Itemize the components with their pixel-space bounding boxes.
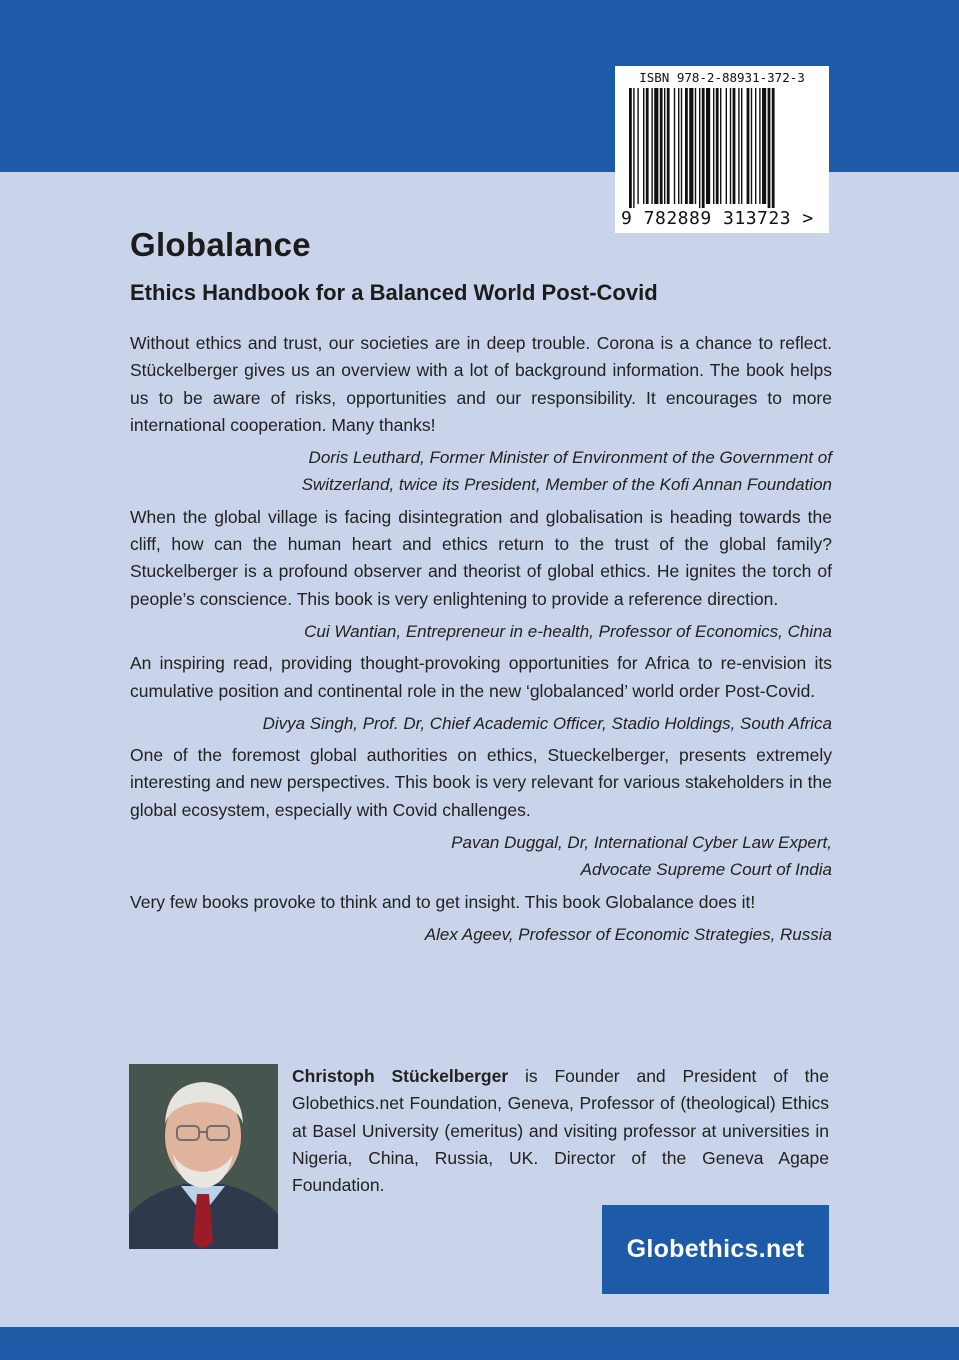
endorsement-quote: Very few books provoke to think and to get insight. This book Globalance does it! — [130, 891, 756, 912]
endorsement-attribution: Alex Ageev, Professor of Economic Strategies, Russia — [424, 924, 832, 944]
barcode-bar — [726, 88, 727, 204]
author-bio — [292, 1063, 829, 1199]
barcode-bar — [643, 88, 644, 204]
endorsement-quote: An inspiring read, providing thought-provoking opportunities for Africa to re-envision its cumulative position and continental role in the new ‘globalanced’ world order Post-Covid. — [130, 653, 832, 701]
endorsement-quote: Without ethics and trust, our societies are in deep trouble. Corona is a chance to reflect. Stückelberger gives us an overview with a lot of background information. The book helps us to be aware of risks, opportunities and our responsibility. It encourages to more international cooperation. Many thanks! — [130, 333, 832, 435]
barcode-bar — [755, 88, 756, 204]
barcode-bar — [674, 88, 675, 204]
barcode-bar — [637, 88, 638, 204]
endorsement-quote: One of the foremost global authorities on ethics, Stueckelberger, presents extremely interesting and new perspectives. This book is very relevant for various stakeholders in the global ecosystem, especially with Covid challenges. — [130, 745, 832, 820]
barcode-bar — [667, 88, 670, 204]
barcode-digits: 9 782889 313723 > — [621, 208, 814, 229]
barcode-bar — [660, 88, 663, 204]
endorsement-attribution: Pavan Duggal, Dr, International Cyber Law Expert, Advocate Supreme Court of India — [451, 833, 832, 880]
endorsements — [130, 330, 832, 953]
barcode-bar — [629, 88, 632, 208]
barcode-bar — [738, 88, 739, 204]
endorsement-attribution: Cui Wantian, Entrepreneur in e-health, Professor of Economics, China — [304, 621, 832, 641]
barcode-bar — [751, 88, 752, 204]
author-portrait-icon — [129, 1064, 278, 1249]
barcode-bar — [678, 88, 679, 204]
endorsement-quote: When the global village is facing disintegration and globalisation is heading towards the cliff, how can the human heart and ethics return to the trust of the global family? Stuckelberger is a profound observer and theorist of global ethics. He ignites the torch of people’s conscience. This book is very enlightening to provide a reference direction. — [130, 506, 832, 609]
barcode-bar — [733, 88, 736, 204]
barcode-bar — [713, 88, 714, 204]
barcode-bar — [689, 88, 693, 204]
barcode-bar — [730, 88, 731, 204]
barcode-bar — [747, 88, 750, 204]
barcode-bar — [762, 88, 766, 204]
author-bio-text: is Founder and President of the Globethics.net Foundation, Geneva, Professor of (theological) Ethics at Basel University (emeritus) and visiting professor at universities in Nigeria, China, Russia, UK. Director of the Geneva Agape Foundation. — [292, 1066, 829, 1196]
barcode-bar — [759, 88, 760, 204]
barcode-bar — [716, 88, 719, 204]
isbn-barcode — [615, 66, 829, 233]
publisher-logo-text: Globethics.net — [626, 1235, 805, 1263]
barcode-bar — [681, 88, 682, 204]
author-photo — [129, 1064, 278, 1249]
isbn-label: ISBN 978-2-88931-372-3 — [639, 70, 805, 85]
book-subtitle: Ethics Handbook for a Balanced World Post-Covid — [130, 280, 658, 305]
publisher-logo — [602, 1205, 829, 1294]
endorsement-attribution: Doris Leuthard, Former Minister of Environment of the Government of Switzerland, twice its President, Member of the Kofi Annan Foundation — [301, 448, 832, 495]
barcode-bar — [695, 88, 696, 204]
book-title: Globalance — [130, 226, 311, 263]
barcode-bar — [702, 88, 705, 208]
barcode-bar — [720, 88, 721, 204]
endorsement-attribution: Divya Singh, Prof. Dr, Chief Academic Officer, Stadio Holdings, South Africa — [262, 713, 832, 733]
barcode-bar — [741, 88, 742, 204]
barcode-bar — [654, 88, 658, 204]
barcode-bar — [706, 88, 710, 204]
barcode-bar — [699, 88, 700, 208]
barcode-bar — [633, 88, 634, 208]
barcode-bar — [664, 88, 665, 204]
bottom-color-band — [0, 1327, 959, 1360]
barcode-bars — [629, 88, 815, 208]
barcode-bar — [685, 88, 688, 204]
author-name: Christoph Stückelberger — [292, 1066, 509, 1086]
barcode-bar — [768, 88, 771, 208]
barcode-bar — [772, 88, 775, 208]
barcode-bar — [646, 88, 649, 204]
barcode-bar — [651, 88, 652, 204]
